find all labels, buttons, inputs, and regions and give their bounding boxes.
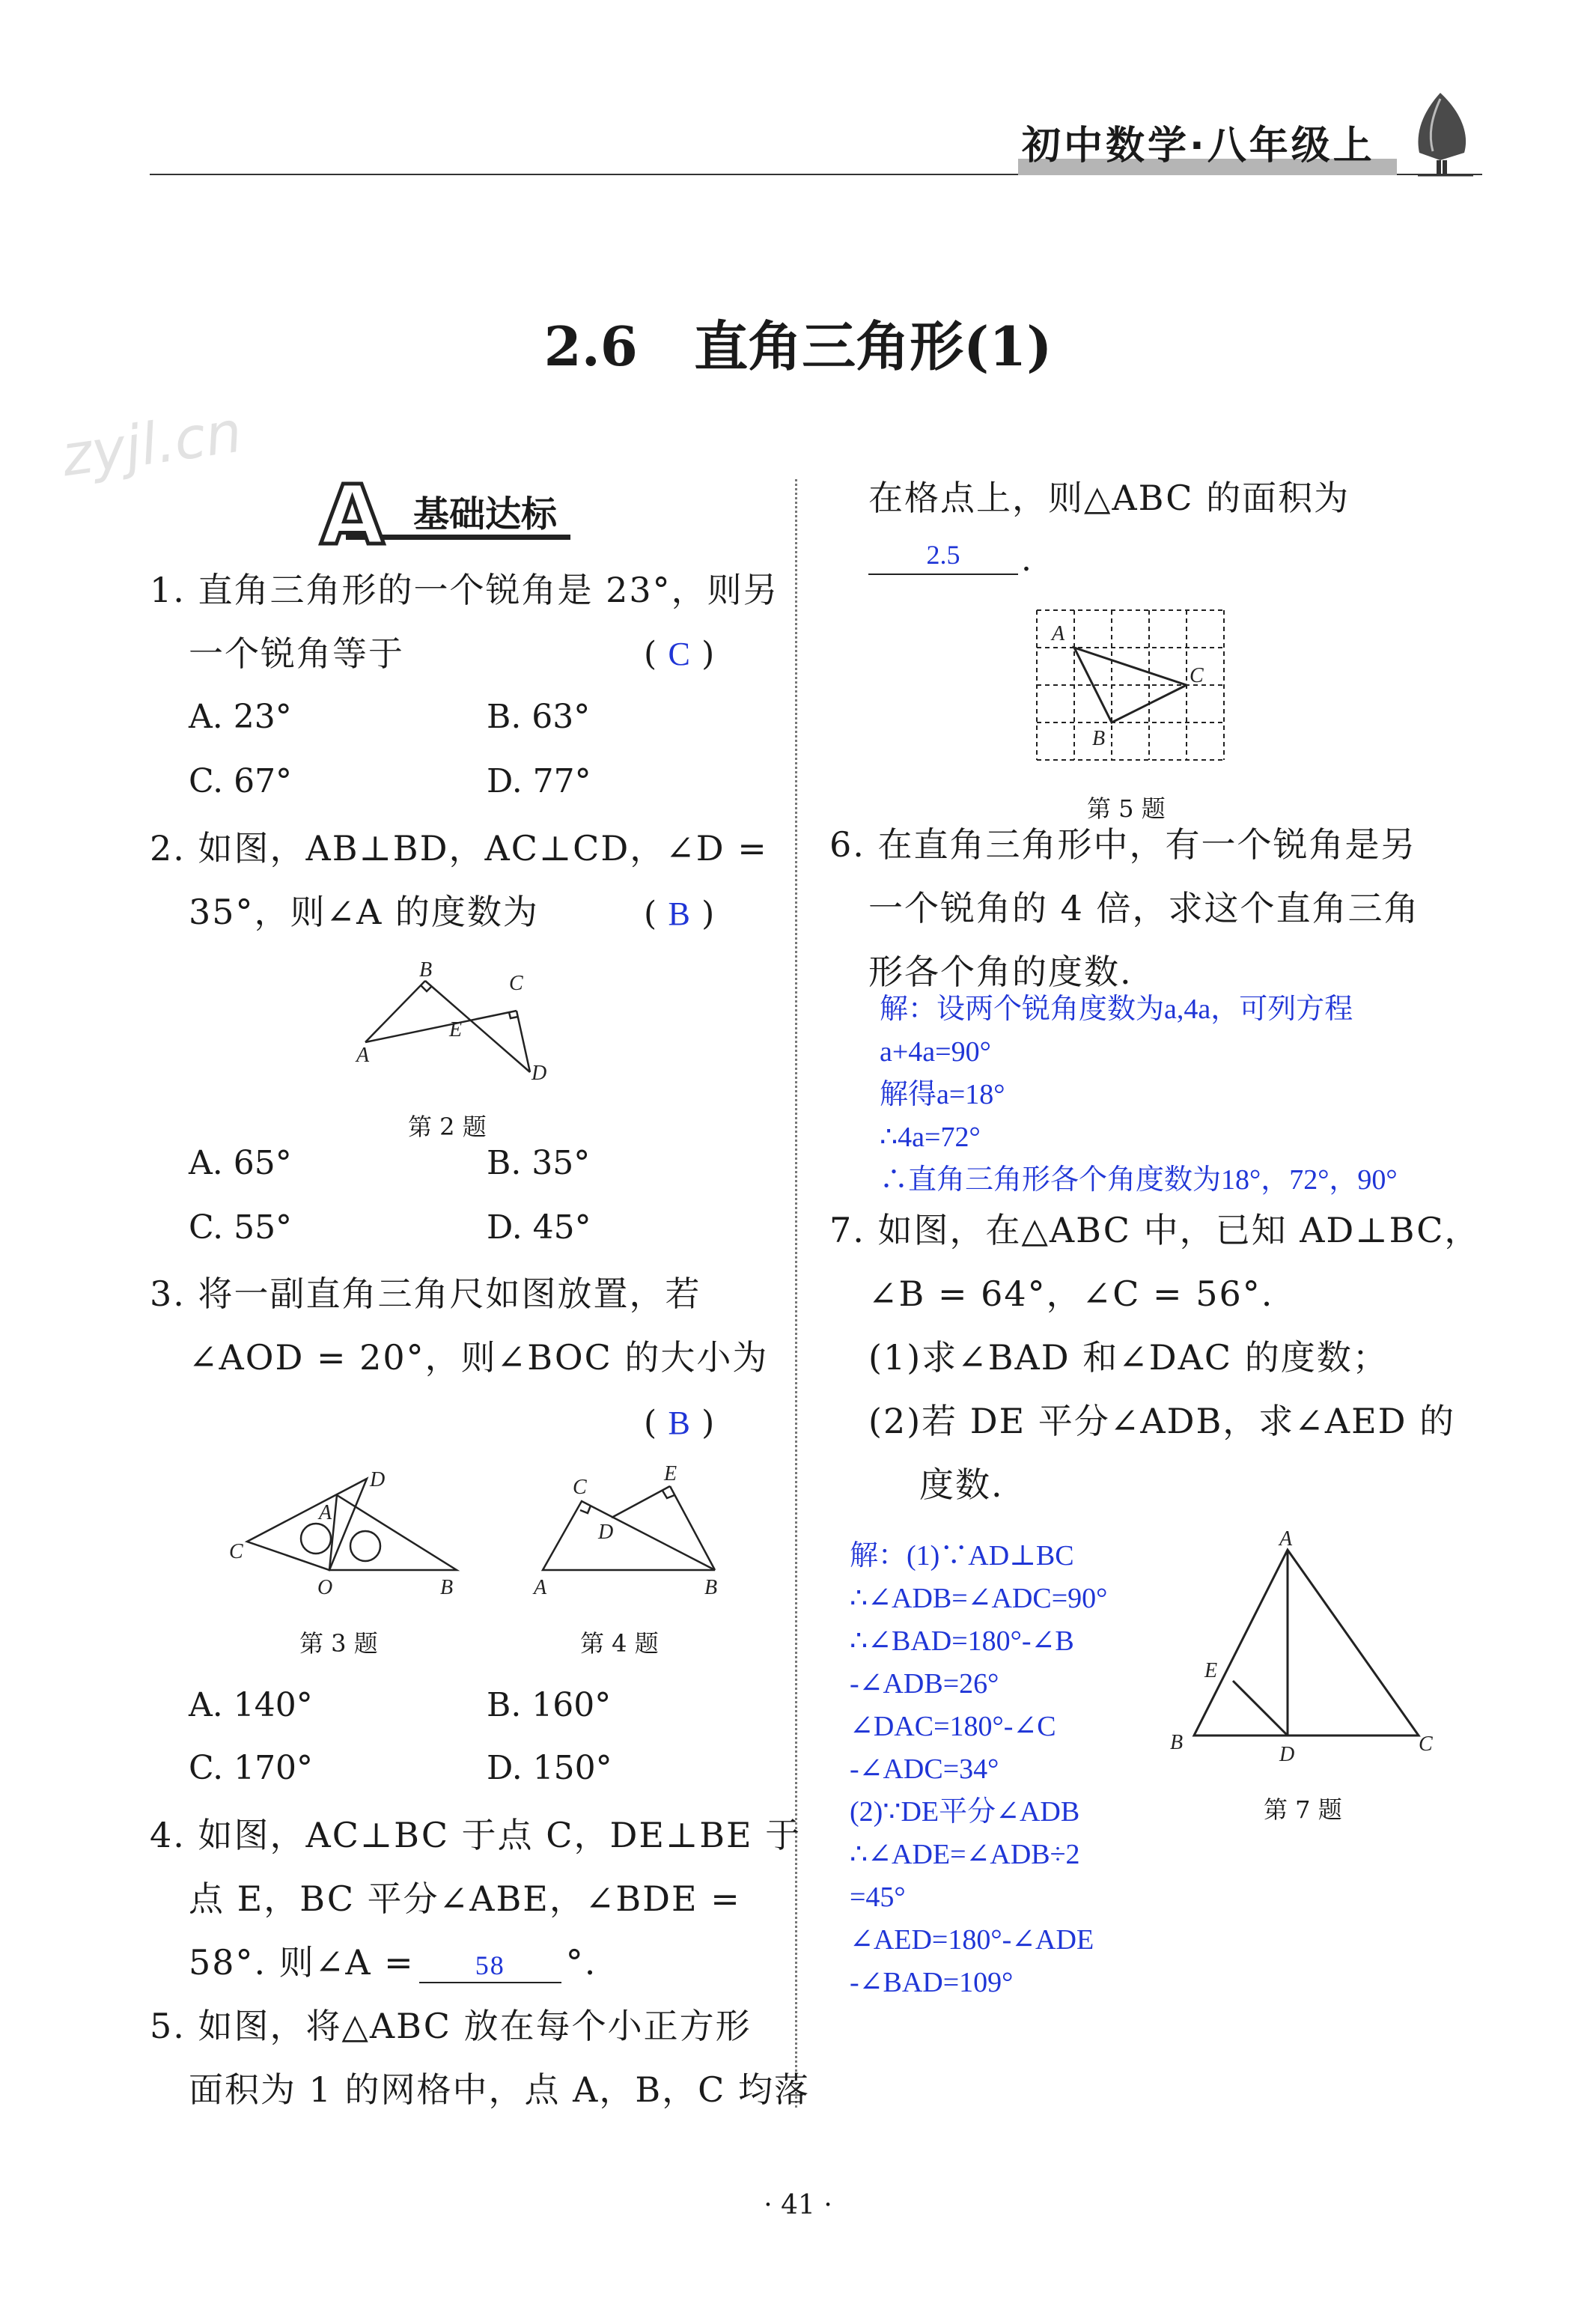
q3-triangle-1 [247, 1479, 367, 1570]
q2-line-a-c [365, 1011, 517, 1042]
level-badge [320, 467, 575, 563]
q2-line2: 35°，则∠A 的度数为 [189, 892, 539, 932]
q1-line2: 一个锐角等于 [189, 633, 404, 674]
q4-caption: 第 4 题 [580, 1629, 659, 1658]
q6-solution-1: 解：设两个锐角度数为a,4a，可列方程 [880, 994, 1353, 1025]
q7-solution-11: -∠BAD=109° [850, 1967, 1014, 1998]
q4-answer-blank [419, 1946, 561, 1983]
q4-label-e: E [664, 1464, 677, 1485]
q2-caption: 第 2 题 [408, 1113, 487, 1141]
q3-answer-paren: ( B ) [644, 1404, 715, 1442]
q2-figure [352, 958, 576, 1086]
q4-line-d-e [612, 1486, 670, 1518]
q3-label-a: A [319, 1501, 332, 1524]
q2-answer: B [668, 895, 690, 932]
q6-line3: 形各个角的度数. [868, 952, 1133, 992]
q7-label-c: C [1419, 1732, 1433, 1756]
q1-option-c: C. 67° [189, 762, 293, 800]
q2-right-angle-b [421, 985, 431, 991]
q3-label-b: B [440, 1576, 454, 1599]
q7-triangle-abc [1194, 1550, 1419, 1735]
q4-line3-suffix: °. [565, 1942, 597, 1983]
q3-option-d: D. 150° [487, 1749, 612, 1787]
q2-option-c: C. 55° [189, 1208, 293, 1247]
q2-label-d: D [532, 1062, 547, 1085]
q2-option-b: B. 35° [487, 1144, 591, 1182]
q5-answer: 2.5 [926, 540, 960, 570]
q1-answer-paren: ( C ) [644, 635, 715, 673]
q2-line1: 2. 如图，AB⊥BD，AC⊥CD，∠D = [150, 828, 768, 868]
q7-line1: 7. 如图，在△ABC 中，已知 AD⊥BC， [829, 1210, 1481, 1250]
q3-hole-2 [350, 1531, 380, 1561]
q5-line3: 在格点上，则△ABC 的面积为 [868, 478, 1350, 518]
q5-label-b: B [1092, 727, 1106, 750]
q7-label-b: B [1170, 1731, 1184, 1754]
q5-line1: 5. 如图，将△ABC 放在每个小正方形 [150, 2006, 752, 2046]
q6-line2: 一个锐角的 4 倍，求这个直角三角 [868, 888, 1420, 928]
q4-figure [528, 1464, 730, 1606]
q7-line2: ∠B = 64°，∠C = 56°. [868, 1274, 1274, 1314]
q3-line1: 3. 将一副直角三角尺如图放置，若 [150, 1274, 701, 1314]
q7-solution-6: -∠ADC=34° [850, 1753, 999, 1785]
q1-option-a: A. 23° [189, 698, 292, 736]
q2-option-a: A. 65° [189, 1144, 292, 1182]
q5-answer-period: . [1021, 541, 1032, 579]
q7-solution-2: ∴∠ADB=∠ADC=90° [850, 1583, 1108, 1614]
q4-label-c: C [573, 1476, 587, 1499]
q2-label-b: B [419, 958, 433, 982]
q7-solution-9: =45° [850, 1881, 906, 1913]
q3-option-c: C. 170° [189, 1749, 314, 1787]
q7-bisector-de [1233, 1681, 1288, 1735]
badge-letter: A [320, 467, 385, 563]
q2-label-a: A [356, 1044, 370, 1067]
q3-triangle-2 [329, 1495, 457, 1570]
q4-answer: 58 [475, 1950, 505, 1980]
q5-answer-blank [868, 539, 1018, 575]
q1-option-b: B. 63° [487, 698, 591, 736]
q1-option-d: D. 77° [487, 762, 591, 800]
q3-option-b: B. 160° [487, 1686, 612, 1724]
q4-line2: 点 E，BC 平分∠ABE，∠BDE = [189, 1878, 741, 1919]
q3-hole-1 [301, 1524, 331, 1554]
q7-caption: 第 7 题 [1264, 1795, 1342, 1824]
header-title: 初中数学·八年级上 [1022, 124, 1375, 168]
q4-right-angle-c [580, 1506, 591, 1513]
q6-solution-3: 解得a=18° [880, 1079, 1005, 1110]
watermark: zyjl.cn [57, 398, 246, 490]
q3-line2: ∠AOD = 20°，则∠BOC 的大小为 [189, 1337, 769, 1378]
badge-label: 基础达标 [413, 493, 558, 535]
q2-label-e: E [449, 1018, 463, 1041]
q4-line1: 4. 如图，AC⊥BC 于点 C，DE⊥BE 于 [150, 1815, 802, 1855]
q3-label-o: O [317, 1576, 333, 1599]
q6-solution-5: ∴直角三角形各个角度数为18°，72°，90° [880, 1164, 1398, 1196]
q2-line-a-b [365, 981, 425, 1042]
q7-solution-8: ∴∠ADE=∠ADB÷2 [850, 1839, 1080, 1870]
q3-option-a: A. 140° [189, 1686, 313, 1724]
q4-triangle-abc [543, 1501, 715, 1570]
q7-solution-5: ∠DAC=180°-∠C [850, 1711, 1056, 1742]
q1-answer: C [668, 636, 690, 672]
q5-line2: 面积为 1 的网格中，点 A，B，C 均落 [189, 2069, 810, 2110]
q3-label-d: D [370, 1468, 386, 1491]
q4-label-a: A [534, 1576, 547, 1599]
q2-label-c: C [509, 972, 523, 995]
q7-part2: (2)若 DE 平分∠ADB，求∠AED 的 [868, 1401, 1456, 1441]
section-title: 2.6 直角三角形(1) [543, 314, 1053, 378]
q5-caption: 第 5 题 [1087, 794, 1166, 823]
page-number: · 41 · [764, 2190, 832, 2221]
q3-answer: B [668, 1405, 690, 1441]
q2-option-d: D. 45° [487, 1208, 591, 1247]
q4-label-d: D [598, 1521, 614, 1544]
q7-label-d: D [1279, 1743, 1295, 1766]
q6-solution-2: a+4a=90° [880, 1036, 991, 1068]
q2-answer-paren: ( B ) [644, 895, 715, 933]
q1-line1: 1. 直角三角形的一个锐角是 23°，则另 [150, 570, 779, 610]
q3-figure [225, 1464, 472, 1606]
q7-solution-4: -∠ADB=26° [850, 1668, 999, 1700]
q7-label-e: E [1204, 1659, 1218, 1682]
q7-figure [1164, 1527, 1449, 1767]
q7-solution-10: ∠AED=180°-∠ADE [850, 1924, 1094, 1956]
q3-label-c: C [229, 1540, 243, 1563]
q3-caption: 第 3 题 [299, 1629, 378, 1658]
q7-solution-1: 解：(1)∵AD⊥BC [850, 1540, 1074, 1572]
q5-label-a: A [1052, 622, 1065, 645]
q6-line1: 6. 在直角三角形中，有一个锐角是另 [829, 824, 1417, 865]
q7-label-a: A [1279, 1527, 1293, 1551]
q5-figure [1029, 603, 1231, 771]
q7-solution-7: (2)∵DE平分∠ADB [850, 1796, 1080, 1828]
q4-line3 [189, 1930, 597, 1995]
q4-line3-prefix: 58°. 则∠A = [189, 1942, 415, 1983]
q4-label-b: B [704, 1576, 718, 1599]
q7-part2-cont: 度数. [919, 1464, 1004, 1505]
q6-solution-4: ∴4a=72° [880, 1122, 981, 1153]
tree-icon [1401, 88, 1484, 177]
q7-part1: (1)求∠BAD 和∠DAC 的度数； [868, 1337, 1389, 1378]
q7-solution-3: ∴∠BAD=180°-∠B [850, 1625, 1074, 1657]
q5-label-c: C [1190, 664, 1204, 687]
